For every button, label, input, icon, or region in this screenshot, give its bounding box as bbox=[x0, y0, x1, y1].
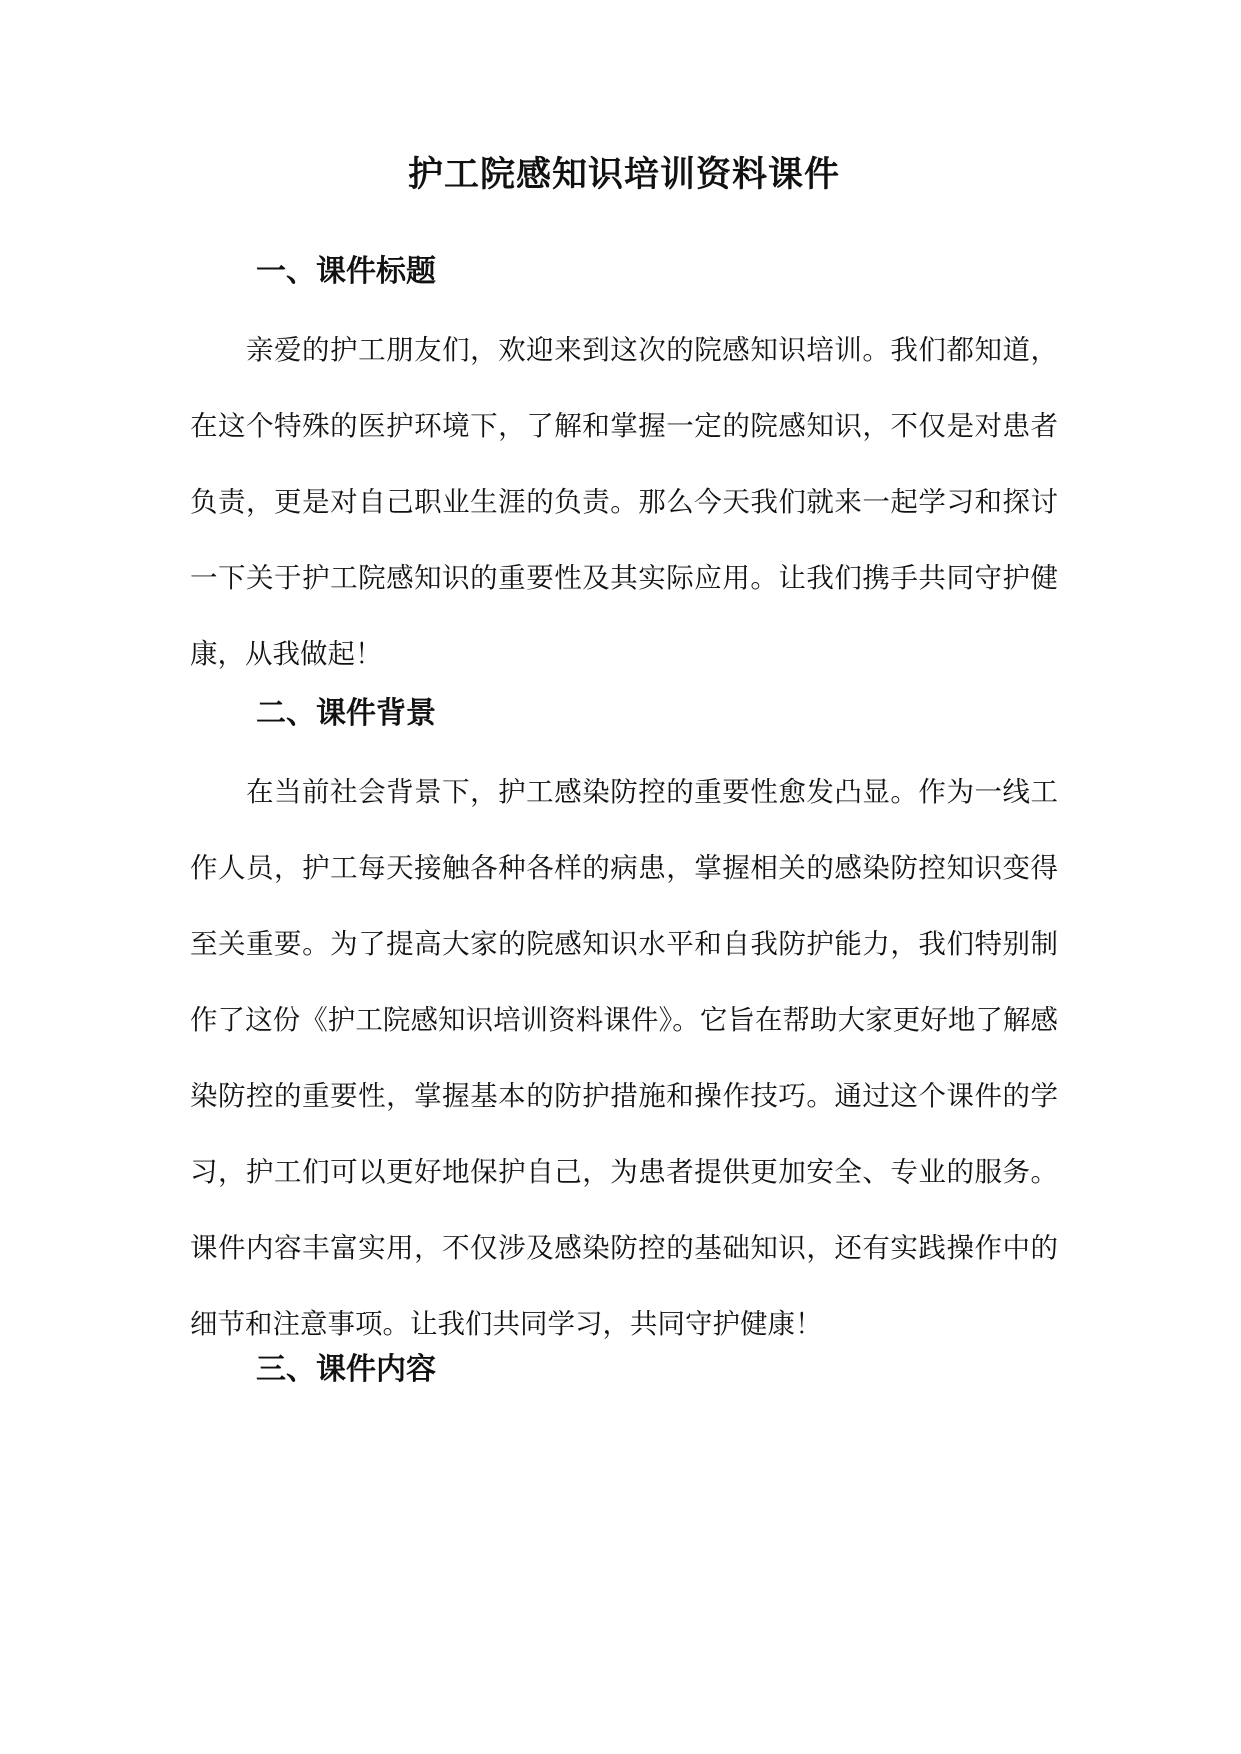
section-paragraph-course-background: 在当前社会背景下，护工感染防控的重要性愈发凸显。作为一线工作人员，护工每天接触各种各样的病患，掌握相关的感染防控知识变得至关重要。为了提高大家的院感知识水平和自我防护能力，我们特别制作了这份《护工院感知识培训资料课件》。它旨在帮助大家更好地了解感染防控的重要性，掌握基本的防护措施和操作技巧。通过这个课件的学习，护工们可以更好地保护自己，为患者提供更加安全、专业的服务。课件内容丰富实用，不仅涉及感染防控的基础知识，还有实践操作中的细节和注意事项。让我们共同学习，共同守护健康！ bbox=[190, 776, 1058, 1340]
section-heading-course-content: 三、课件内容 bbox=[256, 1352, 436, 1387]
section-heading-course-background: 二、课件背景 bbox=[256, 696, 436, 731]
document-title: 护工院感知识培训资料课件 bbox=[407, 154, 840, 195]
section-paragraph-course-title: 亲爱的护工朋友们，欢迎来到这次的院感知识培训。我们都知道，在这个特殊的医护环境下，了解和掌握一定的院感知识，不仅是对患者负责，更是对自己职业生涯的负责。那么今天我们就来一起学习和探讨一下关于护工院感知识的重要性及其实际应用。让我们携手共同守护健康，从我做起！ bbox=[190, 334, 1058, 670]
section-heading-course-title: 一、课件标题 bbox=[256, 254, 436, 289]
